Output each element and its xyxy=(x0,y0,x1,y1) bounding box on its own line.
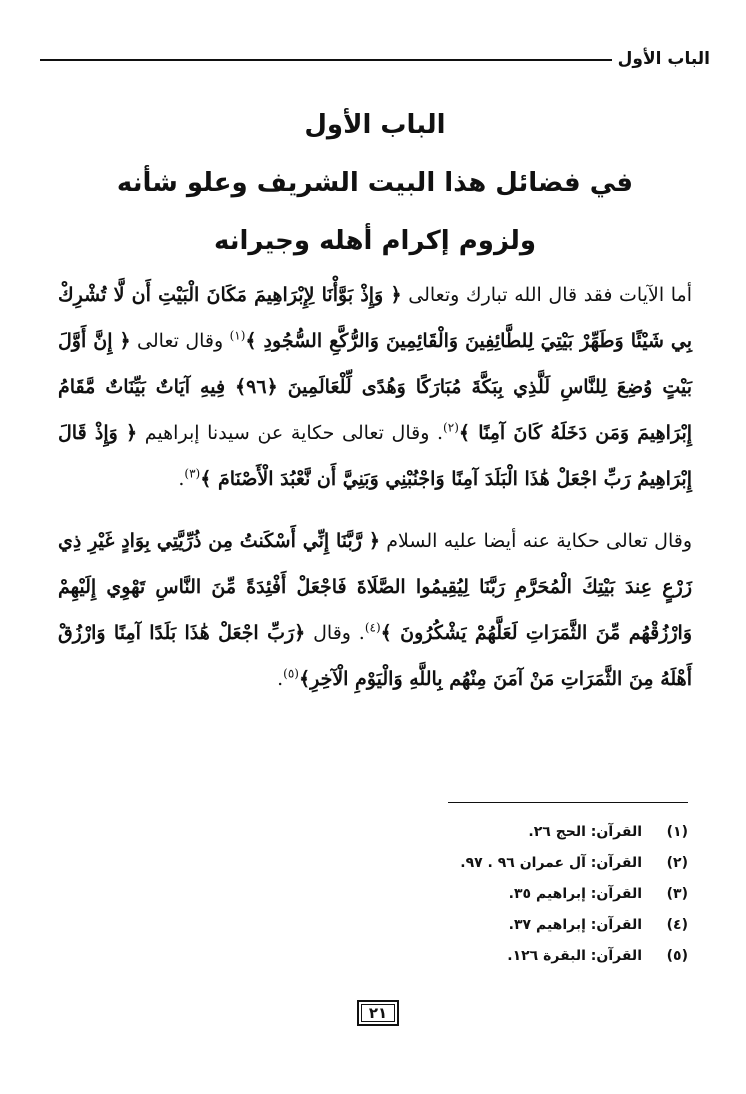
footnote-number: (٣) xyxy=(666,885,688,902)
paragraph-2 xyxy=(58,518,692,702)
quran-verse: ﴿ وَإِذْ قَالَ إِبْرَاهِيمُ رَبِّ اجْعَلْ هَٰذَا الْبَلَدَ آمِنًا وَاجْنُبْنِي وَبَنِيَّ أَن نَّعْبُدَ الْأَصْنَامَ ﴾ xyxy=(58,422,692,490)
running-header xyxy=(40,40,710,70)
footnote-text: القرآن: إبراهيم ٣٥. xyxy=(508,885,642,902)
body-text xyxy=(58,272,692,718)
footnote-ref-3[interactable]: (٣) xyxy=(184,466,201,481)
footnote-text: القرآن: البقرة ١٢٦. xyxy=(507,947,642,964)
footnote-ref-1[interactable]: (١) xyxy=(229,328,246,343)
text-run: أما الآيات فقد قال الله تبارك وتعالى xyxy=(408,284,693,306)
chapter-title-line-1: الباب الأول xyxy=(304,110,446,140)
chapter-title xyxy=(40,96,710,270)
quran-verse: ﴿رَبِّ اجْعَلْ هَٰذَا بَلَدًا آمِنًا وَارْزُقْ أَهْلَهُ مِنَ الثَّمَرَاتِ مَنْ آمَنَ مِنْهُم بِاللَّهِ وَالْيَوْمِ الْآخِرِ﴾ xyxy=(58,622,692,690)
chapter-title-line-2: في فضائل هذا البيت الشريف وعلو شأنه xyxy=(116,168,634,198)
chapter-title-line-3: ولزوم إكرام أهله وجيرانه xyxy=(213,226,537,256)
text-run: وقال تعالى xyxy=(137,330,224,352)
footnote-number: (٤) xyxy=(666,916,688,933)
footnote-item xyxy=(188,847,688,878)
footnote-item xyxy=(188,909,688,940)
quran-verse: ﴿ إِنَّ أَوَّلَ بَيْتٍ وُضِعَ لِلنَّاسِ لَلَّذِي بِبَكَّةَ مُبَارَكًا وَهُدًى لِّلْعَالَمِينَ ﴿٩٦﴾ فِيهِ آيَاتٌ بَيِّنَاتٌ مَّقَامُ إِبْرَاهِيمَ وَمَن دَخَلَهُ كَانَ آمِنًا ﴾ xyxy=(58,330,693,444)
text-run: . xyxy=(277,668,284,690)
quran-verse: ﴿ رَّبَّنَا إِنِّي أَسْكَنتُ مِن ذُرِّيَّتِي بِوَادٍ غَيْرِ ذِي زَرْعٍ عِندَ بَيْتِكَ الْمُحَرَّمِ رَبَّنَا لِيُقِيمُوا الصَّلَاةَ فَاجْعَلْ أَفْئِدَةً مِّنَ النَّاسِ تَهْوِي إِلَيْهِمْ وَارْزُقْهُم مِّنَ الثَّمَرَاتِ لَعَلَّهُمْ يَشْكُرُونَ ﴾ xyxy=(58,530,693,644)
quran-verse: ﴿ وَإِذْ بَوَّأْنَا لِإِبْرَاهِيمَ مَكَانَ الْبَيْتِ أَن لَّا تُشْرِكْ بِي شَيْئًا وَطَهِّرْ بَيْتِيَ لِلطَّائِفِينَ وَالْقَائِمِينَ وَالرُّكَّعِ السُّجُودِ ﴾ xyxy=(58,284,692,352)
footnote-item xyxy=(188,816,688,847)
footnote-item xyxy=(188,940,688,971)
running-header-rule xyxy=(40,59,612,61)
footnote-number: (٥) xyxy=(666,947,688,964)
footnote-ref-2[interactable]: (٢) xyxy=(443,420,459,435)
running-header-title: الباب الأول xyxy=(617,49,710,69)
text-run: . وقال تعالى حكاية عن سيدنا إبراهيم xyxy=(144,422,444,444)
footnote-ref-5[interactable]: (٥) xyxy=(283,666,299,681)
footnotes xyxy=(188,816,688,971)
page-number: ٢١ xyxy=(357,1000,399,1026)
footnote-text: القرآن: إبراهيم ٣٧. xyxy=(508,916,642,933)
text-run: وقال تعالى حكاية عنه أيضا عليه السلام xyxy=(386,530,692,552)
text-run: . xyxy=(178,468,185,490)
footnote-item xyxy=(188,878,688,909)
footnote-text: القرآن: آل عمران ٩٦ . ٩٧. xyxy=(460,854,642,871)
footnote-text: القرآن: الحج ٢٦. xyxy=(528,823,642,840)
text-run: . وقال xyxy=(313,622,365,644)
footnote-ref-4[interactable]: (٤) xyxy=(364,620,381,635)
footnote-number: (٢) xyxy=(666,854,688,871)
paragraph-1 xyxy=(58,272,692,502)
footnote-divider xyxy=(448,802,688,803)
footnote-number: (١) xyxy=(666,823,688,840)
